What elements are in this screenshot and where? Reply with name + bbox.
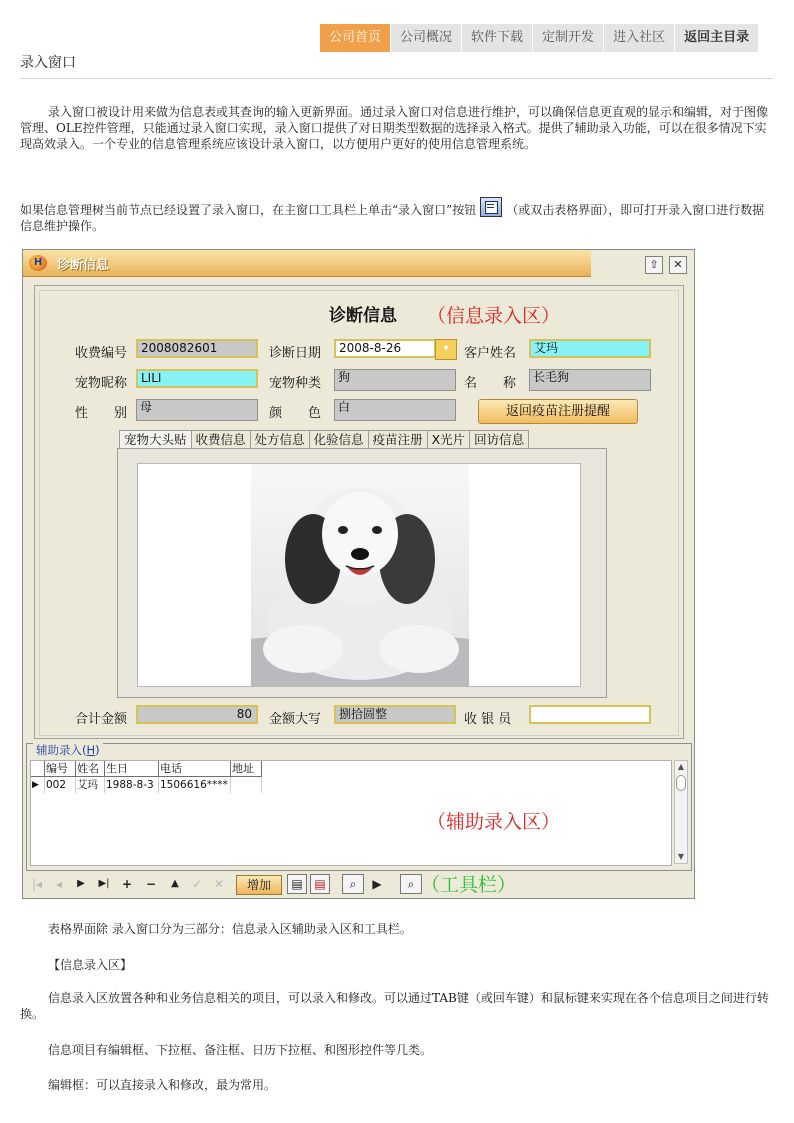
table-cell[interactable]: 1506616**** bbox=[159, 777, 231, 793]
window-titlebar bbox=[23, 250, 591, 277]
breed-field[interactable]: 长毛狗 bbox=[529, 369, 651, 391]
edit-record-icon[interactable]: ▲ bbox=[171, 878, 179, 889]
tab-fee-info[interactable]: 收费信息 bbox=[191, 430, 251, 449]
sex-label: 性 别 bbox=[75, 406, 128, 421]
toolbar-annotation: （工具栏） bbox=[421, 874, 517, 896]
current-row-pointer-icon: ▶ bbox=[31, 777, 45, 793]
entry-window-button-icon bbox=[480, 197, 502, 217]
nav-home[interactable]: 公司首页 bbox=[320, 24, 390, 52]
aux-entry-title: 辅助录入(H) bbox=[33, 742, 103, 758]
page-title: 录入窗口 bbox=[20, 55, 76, 71]
breed-label: 名 称 bbox=[464, 376, 517, 391]
tab-followup[interactable]: 回访信息 bbox=[469, 430, 529, 449]
title-divider bbox=[20, 78, 773, 79]
tab-prescription[interactable]: 处方信息 bbox=[250, 430, 310, 449]
scroll-thumb[interactable] bbox=[676, 775, 686, 791]
three-parts-paragraph: 表格界面除 录入窗口分为三部分：信息录入区辅助录入区和工具栏。 bbox=[48, 922, 412, 936]
column-header[interactable]: 地址 bbox=[231, 761, 262, 777]
table-cell[interactable]: 艾玛 bbox=[76, 777, 105, 793]
row-indicator-header bbox=[31, 761, 45, 777]
toolbar bbox=[26, 873, 690, 895]
post-record-icon[interactable]: ✓ bbox=[191, 877, 203, 891]
color-field[interactable]: 白 bbox=[334, 399, 456, 421]
item-types-paragraph: 信息项目有编辑框、下拉框、备注框、日历下拉框、和图形控件等几类。 bbox=[48, 1043, 433, 1057]
pet-photo bbox=[251, 464, 469, 686]
pet-photo-frame[interactable] bbox=[137, 463, 581, 687]
print-preview-icon[interactable]: ▤ bbox=[310, 874, 330, 894]
prev-record-icon[interactable]: ◂ bbox=[55, 877, 63, 891]
open-window-paragraph bbox=[20, 197, 772, 234]
scroll-down-icon[interactable]: ▼ bbox=[677, 852, 685, 861]
customer-label: 客户姓名 bbox=[464, 346, 517, 361]
total-upper-label: 金额大写 bbox=[269, 712, 322, 727]
vaccine-reminder-button[interactable]: 返回疫苗注册提醒 bbox=[478, 399, 638, 424]
cancel-record-icon[interactable]: ✕ bbox=[213, 877, 225, 891]
table-cell[interactable] bbox=[231, 777, 262, 793]
nav-back-to-main[interactable]: 返回主目录 bbox=[675, 24, 758, 52]
nav-download[interactable]: 软件下载 bbox=[462, 24, 532, 52]
table-cell[interactable]: 002 bbox=[45, 777, 76, 793]
column-header[interactable]: 电话 bbox=[159, 761, 231, 777]
info-area-annotation: （信息录入区） bbox=[427, 305, 561, 327]
form-title: 诊断信息 bbox=[329, 306, 397, 326]
close-icon[interactable]: ✕ bbox=[669, 256, 687, 274]
tab-pet-photo[interactable]: 宠物大头贴 bbox=[119, 430, 192, 449]
open-window-text-b: （或双击表格界面），即可打开录入窗口进行数据信息维护操作。 bbox=[20, 203, 765, 233]
total-field[interactable]: 80 bbox=[136, 705, 258, 724]
aux-grid[interactable] bbox=[30, 760, 672, 866]
customer-field[interactable]: 艾玛 bbox=[529, 339, 651, 358]
info-area-paragraph: 信息录入区放置各种和业务信息相关的项目，可以录入和修改。可以通过TAB键（或回车键）和鼠标键来实现在各个信息项目之间进行转换。 bbox=[20, 991, 769, 1021]
pet-name-field[interactable]: LILI bbox=[136, 369, 258, 388]
nav-about[interactable]: 公司概况 bbox=[391, 24, 461, 52]
total-upper-field[interactable]: 捌拾圆整 bbox=[334, 705, 456, 724]
sex-field[interactable]: 母 bbox=[136, 399, 258, 421]
total-label: 合计金额 bbox=[75, 712, 128, 727]
column-header[interactable]: 生日 bbox=[105, 761, 159, 777]
last-record-icon[interactable]: ▶| bbox=[98, 878, 110, 889]
first-record-icon[interactable]: |◂ bbox=[31, 877, 43, 891]
restore-icon[interactable]: ⇧ bbox=[645, 256, 663, 274]
diag-date-label: 诊断日期 bbox=[269, 346, 322, 361]
diag-date-field[interactable]: 2008-8-26 bbox=[334, 339, 436, 358]
query-icon[interactable]: ⌕ bbox=[342, 874, 364, 894]
cashier-label: 收 银 员 bbox=[464, 712, 512, 727]
fee-no-field[interactable]: 2008082601 bbox=[136, 339, 258, 358]
pet-type-label: 宠物种类 bbox=[269, 376, 322, 391]
aux-area-annotation: （辅助录入区） bbox=[427, 811, 561, 833]
nav-custom-dev[interactable]: 定制开发 bbox=[533, 24, 603, 52]
cashier-field[interactable] bbox=[529, 705, 651, 724]
open-window-text-a: 如果信息管理树当前节点已经设置了录入窗口，在主窗口工具栏上单击“录入窗口”按钮 bbox=[20, 203, 477, 217]
nav-community[interactable]: 进入社区 bbox=[604, 24, 674, 52]
print-icon[interactable]: ▤ bbox=[287, 874, 307, 894]
tab-content bbox=[117, 448, 607, 698]
fee-no-label: 收费编号 bbox=[75, 346, 128, 361]
play-icon[interactable]: ▶ bbox=[372, 877, 382, 891]
aux-entry-area bbox=[26, 743, 692, 871]
intro-paragraph: 录入窗口被设计用来做为信息表或其查询的输入更新界面。通过录入窗口对信息进行维护，可以确保信息更直观的显示和编辑，对于图像管理、OLE控件管理，只能通过录入窗口实现，录入窗口提供了对日期类型数据的选择录入格式。提供了辅助录入功能，可以在很多情况下实现高效录入。一个专业的信息管理系统应该设计录入窗口，以方便用户更好的使用信息管理系统。 bbox=[20, 105, 769, 151]
add-button[interactable]: 增加 bbox=[236, 875, 282, 895]
edit-box-paragraph: 编辑框：可以直接录入和修改，最为常用。 bbox=[48, 1078, 277, 1092]
calendar-dropdown-icon[interactable]: ▾ bbox=[435, 339, 457, 360]
tab-vaccine[interactable]: 疫苗注册 bbox=[368, 430, 428, 449]
detail-tabs bbox=[119, 430, 528, 449]
entry-window-screenshot bbox=[22, 249, 695, 899]
tab-lab-info[interactable]: 化验信息 bbox=[309, 430, 369, 449]
app-logo-icon: H bbox=[29, 255, 47, 271]
top-nav bbox=[320, 24, 758, 52]
add-record-icon[interactable]: + bbox=[121, 877, 133, 891]
delete-record-icon[interactable]: − bbox=[145, 877, 157, 891]
column-header[interactable]: 姓名 bbox=[76, 761, 105, 777]
tab-xray[interactable]: X光片 bbox=[427, 430, 471, 449]
next-record-icon[interactable]: ▶ bbox=[77, 878, 85, 889]
color-label: 颜 色 bbox=[269, 406, 322, 421]
pet-type-field[interactable]: 狗 bbox=[334, 369, 456, 391]
search-icon[interactable]: ⌕ bbox=[400, 874, 422, 894]
table-cell[interactable]: 1988-8-3 bbox=[105, 777, 159, 793]
pet-name-label: 宠物昵称 bbox=[75, 376, 128, 391]
aux-scrollbar[interactable] bbox=[674, 760, 688, 864]
column-header[interactable]: 编号 bbox=[45, 761, 76, 777]
info-area-heading: 【信息录入区】 bbox=[48, 958, 133, 972]
window-title: 诊断信息 bbox=[57, 258, 110, 273]
scroll-up-icon[interactable]: ▲ bbox=[677, 762, 685, 771]
